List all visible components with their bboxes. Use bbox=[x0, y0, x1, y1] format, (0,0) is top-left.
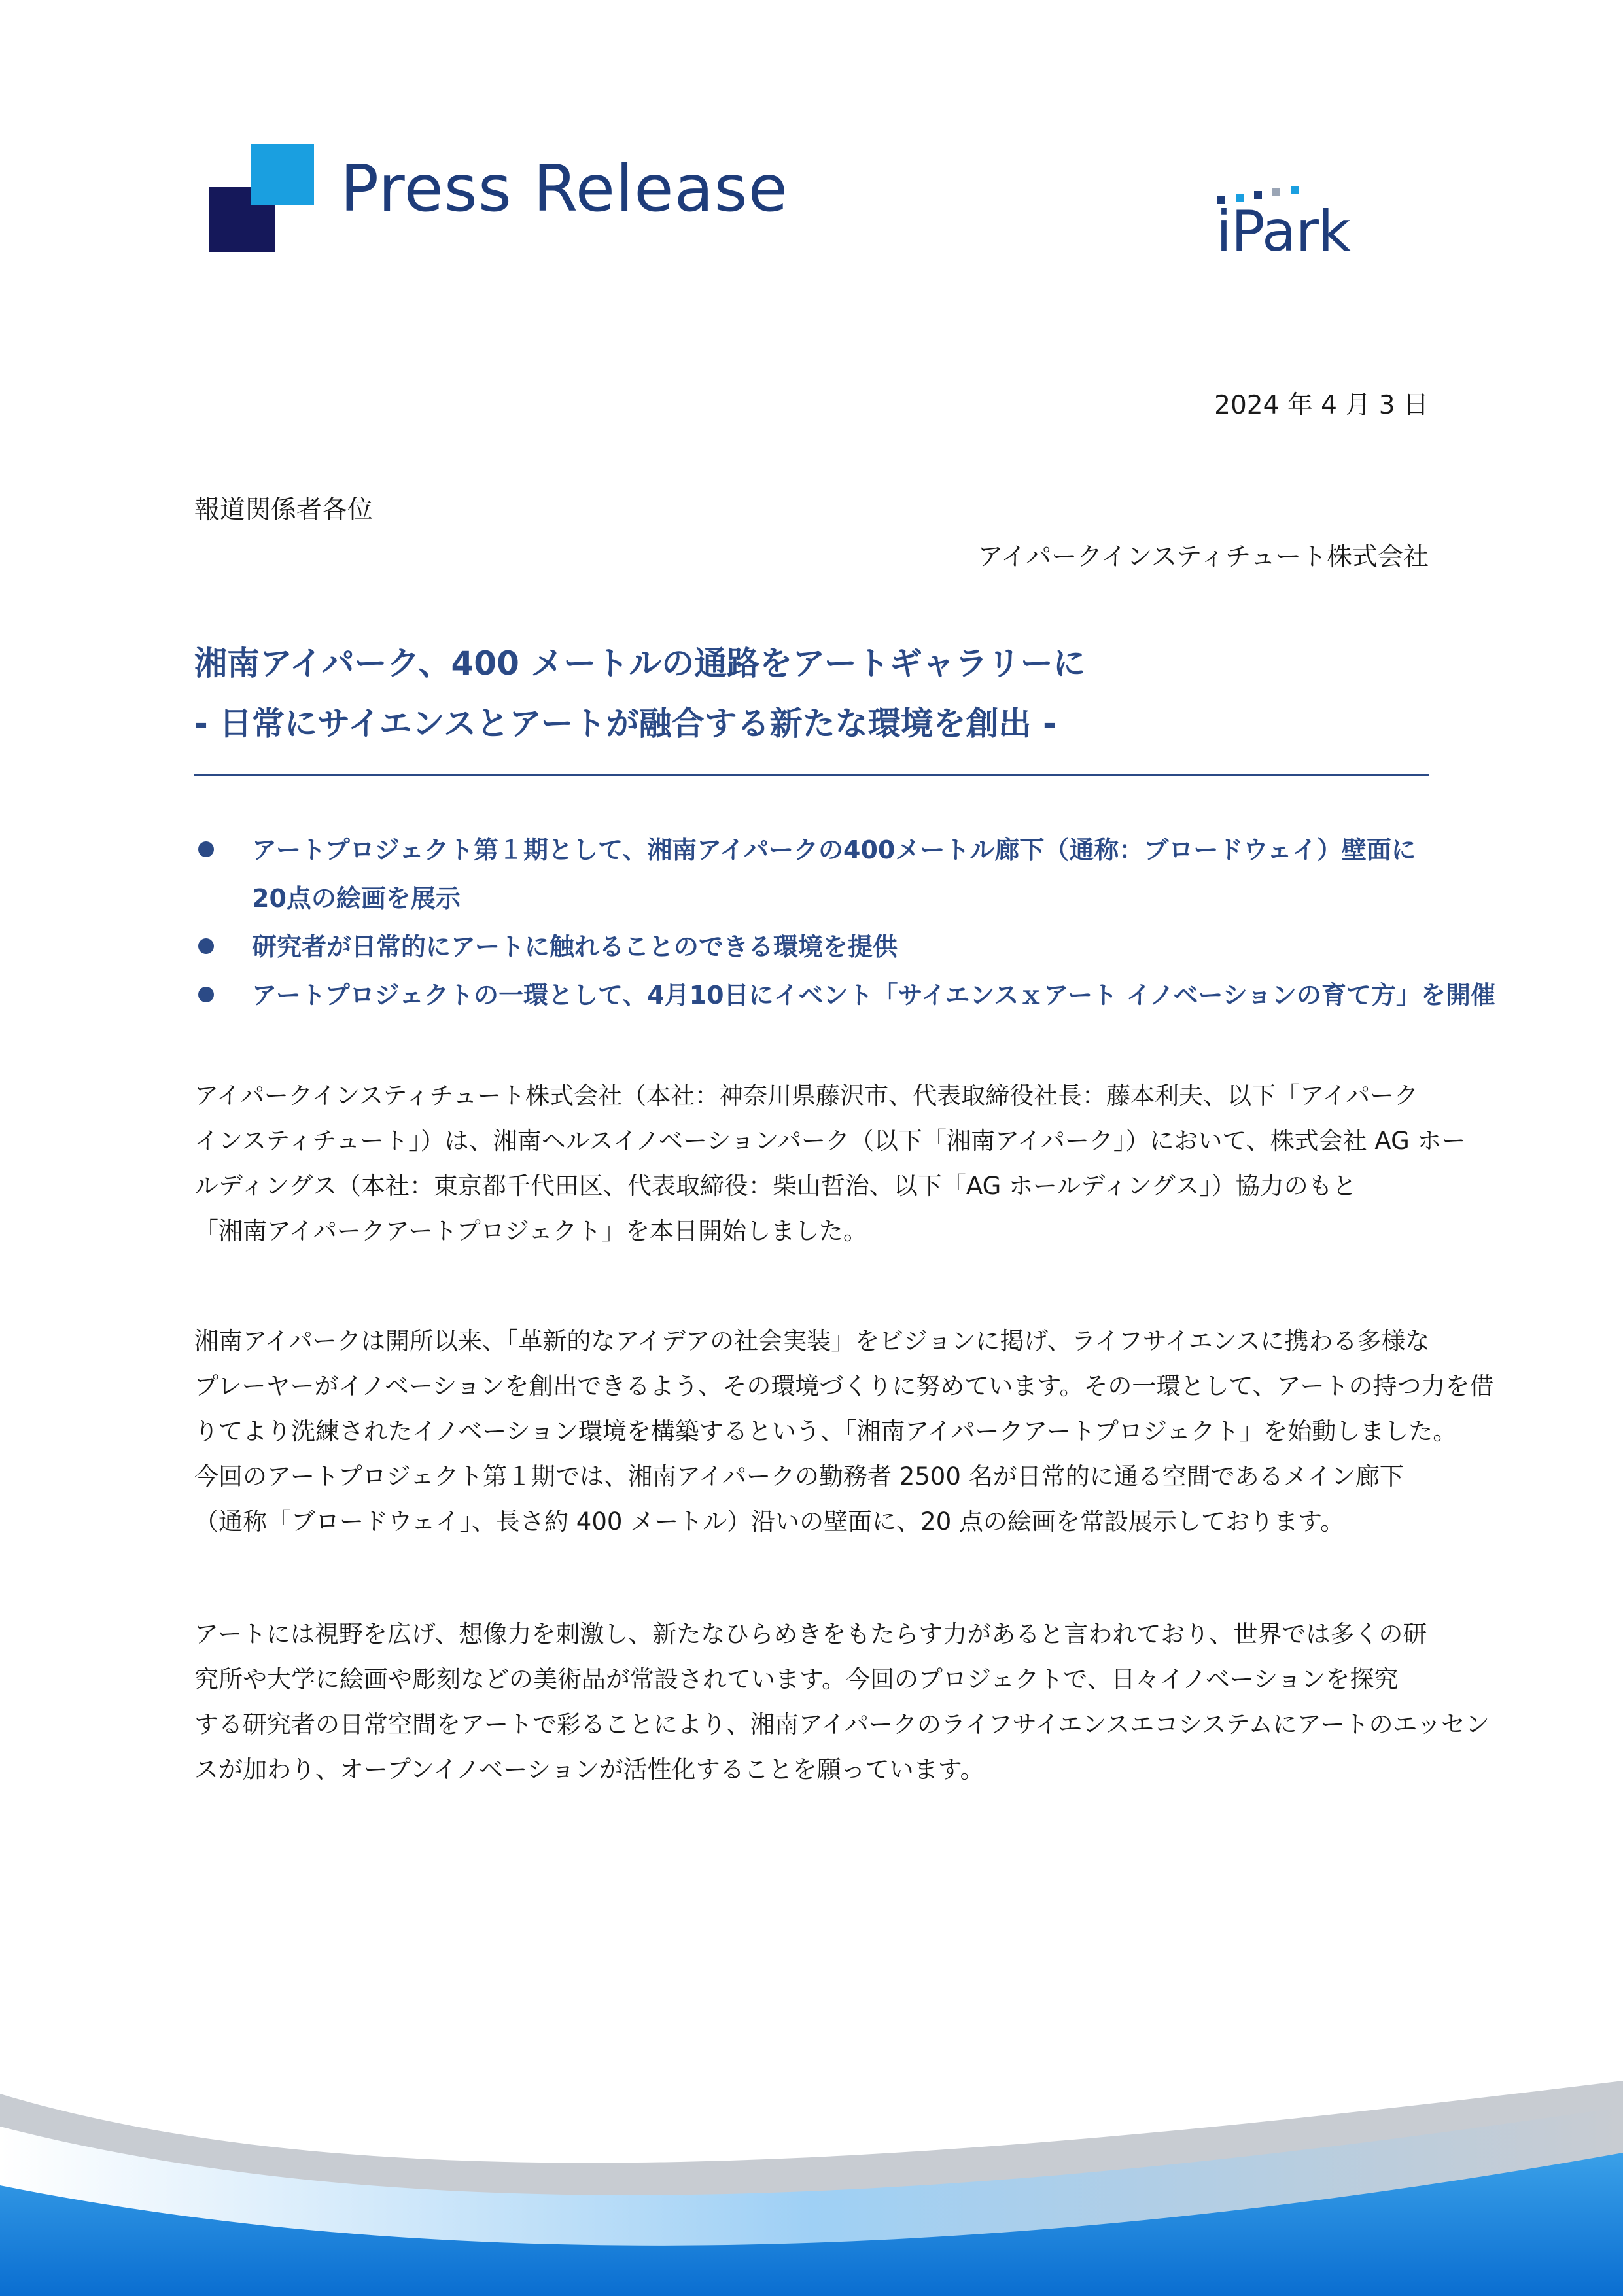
body-paragraph-intro bbox=[194, 1073, 1466, 1254]
highlight-text: 20点の絵画を展示 bbox=[252, 884, 461, 913]
highlight-item bbox=[194, 826, 1431, 923]
footer-wave-decoration bbox=[0, 2055, 1623, 2296]
highlight-text: 研究者が日常的にアートに触れることのできる環境を提供 bbox=[252, 932, 898, 961]
highlight-item bbox=[194, 923, 1431, 971]
headline-divider bbox=[194, 774, 1429, 776]
headline-subtitle: - 日常にサイエンスとアートが融合する新たな環境を創出 - bbox=[194, 705, 1056, 743]
paragraph-line: ルディングス（本社：東京都千代田区、代表取締役：柴山哲治、以下「AG ホールディングス」）協力のもと bbox=[194, 1172, 1357, 1200]
paragraph-line: インスティチュート」）は、湘南ヘルスイノベーションパーク（以下「湘南アイパーク」）において、株式会社 AG ホー bbox=[194, 1127, 1466, 1155]
highlights-list bbox=[194, 826, 1495, 1019]
paragraph-line: 究所や大学に絵画や彫刻などの美術品が常設されています。今回のプロジェクトで、日々イノベーションを探究 bbox=[194, 1665, 1399, 1693]
bullet-icon bbox=[198, 987, 214, 1002]
highlight-item bbox=[194, 971, 1495, 1019]
body-paragraph-vision bbox=[194, 1318, 1494, 1544]
ipark-logo bbox=[1213, 185, 1410, 276]
bullet-icon bbox=[198, 841, 214, 857]
paragraph-line: プレーヤーがイノベーションを創出できるよう、その環境づくりに努めています。その一環として、アートの持つ力を借 bbox=[194, 1372, 1494, 1400]
paragraph-line: する研究者の日常空間をアートで彩ることにより、湘南アイパークのライフサイエンスエコシステムにアートのエッセン bbox=[194, 1710, 1490, 1739]
press-release-title: Press Release bbox=[340, 152, 788, 226]
ipark-logo-text: iPark bbox=[1216, 199, 1350, 264]
paragraph-line: 「湘南アイパークアートプロジェクト」を本日開始しました。 bbox=[194, 1217, 867, 1245]
page-header bbox=[209, 144, 1452, 275]
paragraph-line: りてより洗練されたイノベーション環境を構築するという、「湘南アイパークアートプロジェクト」を始動しました。 bbox=[194, 1417, 1457, 1445]
paragraph-line: アイパークインスティチュート株式会社（本社：神奈川県藤沢市、代表取締役社長：藤本利夫、以下「アイパーク bbox=[194, 1082, 1419, 1110]
paragraph-line: 湘南アイパークは開所以来、「革新的なアイデアの社会実装」をビジョンに掲げ、ライフサイエンスに携わる多様な bbox=[194, 1327, 1430, 1355]
headline bbox=[194, 633, 1431, 754]
paragraph-line: （通称「ブロードウェイ」、長さ約 400 メートル）沿いの壁面に、20 点の絵画を常設展示しております。 bbox=[194, 1508, 1345, 1536]
addressee: 報道関係者各位 bbox=[194, 495, 374, 525]
highlight-text: アートプロジェクト第１期として、湘南アイパークの400メートル廊下（通称：ブロードウェイ）壁面に bbox=[252, 836, 1416, 864]
paragraph-line: 今回のアートプロジェクト第１期では、湘南アイパークの勤務者 2500 名が日常的に通る空間であるメイン廊下 bbox=[194, 1462, 1404, 1491]
body-paragraph-art bbox=[194, 1612, 1490, 1792]
issuing-company: アイパークインスティチュート株式会社 bbox=[977, 542, 1429, 572]
headline-title: 湘南アイパーク、400 メートルの通路をアートギャラリーに bbox=[194, 645, 1086, 682]
paragraph-line: スが加わり、オープンイノベーションが活性化することを願っています。 bbox=[194, 1756, 985, 1784]
paragraph-line: アートには視野を広げ、想像力を刺激し、新たなひらめきをもたらす力があると言われており、世界では多くの研 bbox=[194, 1620, 1427, 1648]
bullet-icon bbox=[198, 938, 214, 954]
highlight-text: アートプロジェクトの一環として、4月10日にイベント「サイエンスｘアート イノベーションの育て方」を開催 bbox=[252, 981, 1495, 1010]
press-release-logo-icon bbox=[209, 144, 314, 252]
release-date: 2024 年 4 月 3 日 bbox=[1214, 391, 1429, 420]
